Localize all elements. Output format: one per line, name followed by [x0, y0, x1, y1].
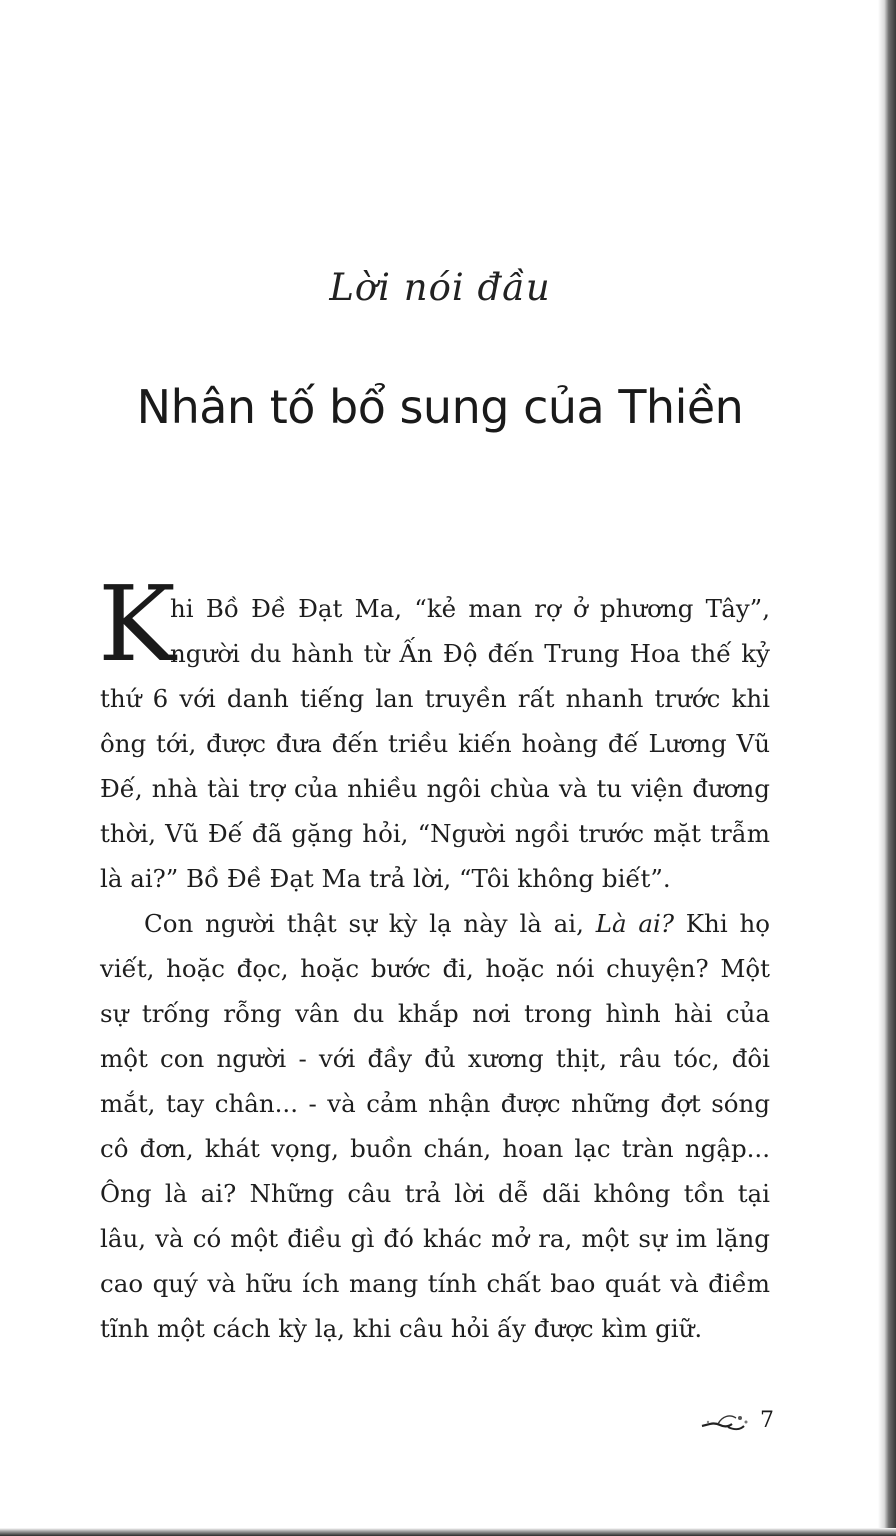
text-line: mắt, tay chân... - và cảm nhận được những đợt sóng [100, 1089, 770, 1118]
preface-label: Lời nói đầu [329, 266, 551, 309]
body-text [98, 563, 770, 1351]
page-footer [700, 1408, 780, 1438]
italic-question: Là ai? [595, 909, 674, 938]
text-line: là ai?” Bồ Đề Đạt Ma trả lời, “Tôi không biết”. [100, 864, 671, 893]
page-number: 7 [760, 1408, 774, 1433]
text-line: lâu, và có một điều gì đó khác mở ra, một sự im lặng [100, 1224, 770, 1253]
text-line: một con người - với đầy đủ xương thịt, râu tóc, đôi [100, 1044, 770, 1073]
text-line: sự trống rỗng vân du khắp nơi trong hình hài của [100, 999, 770, 1028]
text-line: tĩnh một cách kỳ lạ, khi câu hỏi ấy được kìm giữ. [100, 1314, 703, 1343]
text-line: thứ 6 với danh tiếng lan truyền rất nhanh trước khi [100, 684, 770, 713]
text-line: Ông là ai? Những câu trả lời dễ dãi không tồn tại [100, 1179, 770, 1208]
text-line: cô đơn, khát vọng, buồn chán, hoan lạc tràn ngập... [100, 1134, 770, 1163]
text-line: thời, Vũ Đế đã gặng hỏi, “Người ngồi trước mặt trẫm [100, 819, 770, 848]
text-line: người du hành từ Ấn Độ đến Trung Hoa thế kỷ [170, 639, 770, 668]
flourish-ornament-icon [700, 1412, 752, 1438]
page-edge-shadow [878, 0, 896, 1536]
text-line: cao quý và hữu ích mang tính chất bao quát và điềm [100, 1269, 770, 1298]
text-segment: Khi họ [673, 909, 770, 938]
paragraph-2 [100, 901, 770, 1351]
page-bottom-edge [0, 1528, 896, 1536]
chapter-title: Nhân tố bổ sung của Thiền [136, 380, 744, 434]
text-line [100, 901, 770, 946]
paragraph-1 [98, 563, 770, 901]
text-line: viết, hoặc đọc, hoặc bước đi, hoặc nói chuyện? Một [100, 954, 770, 983]
text-line: hi Bồ Đề Đạt Ma, “kẻ man rợ ở phương Tây”, [170, 594, 770, 623]
drop-cap: K [98, 563, 176, 685]
text-line: Đế, nhà tài trợ của nhiều ngôi chùa và tu viện đương [100, 774, 770, 803]
text-line: ông tới, được đưa đến triều kiến hoàng đế Lương Vũ [100, 729, 770, 758]
text-segment: Con người thật sự kỳ lạ này là ai, [144, 909, 596, 938]
